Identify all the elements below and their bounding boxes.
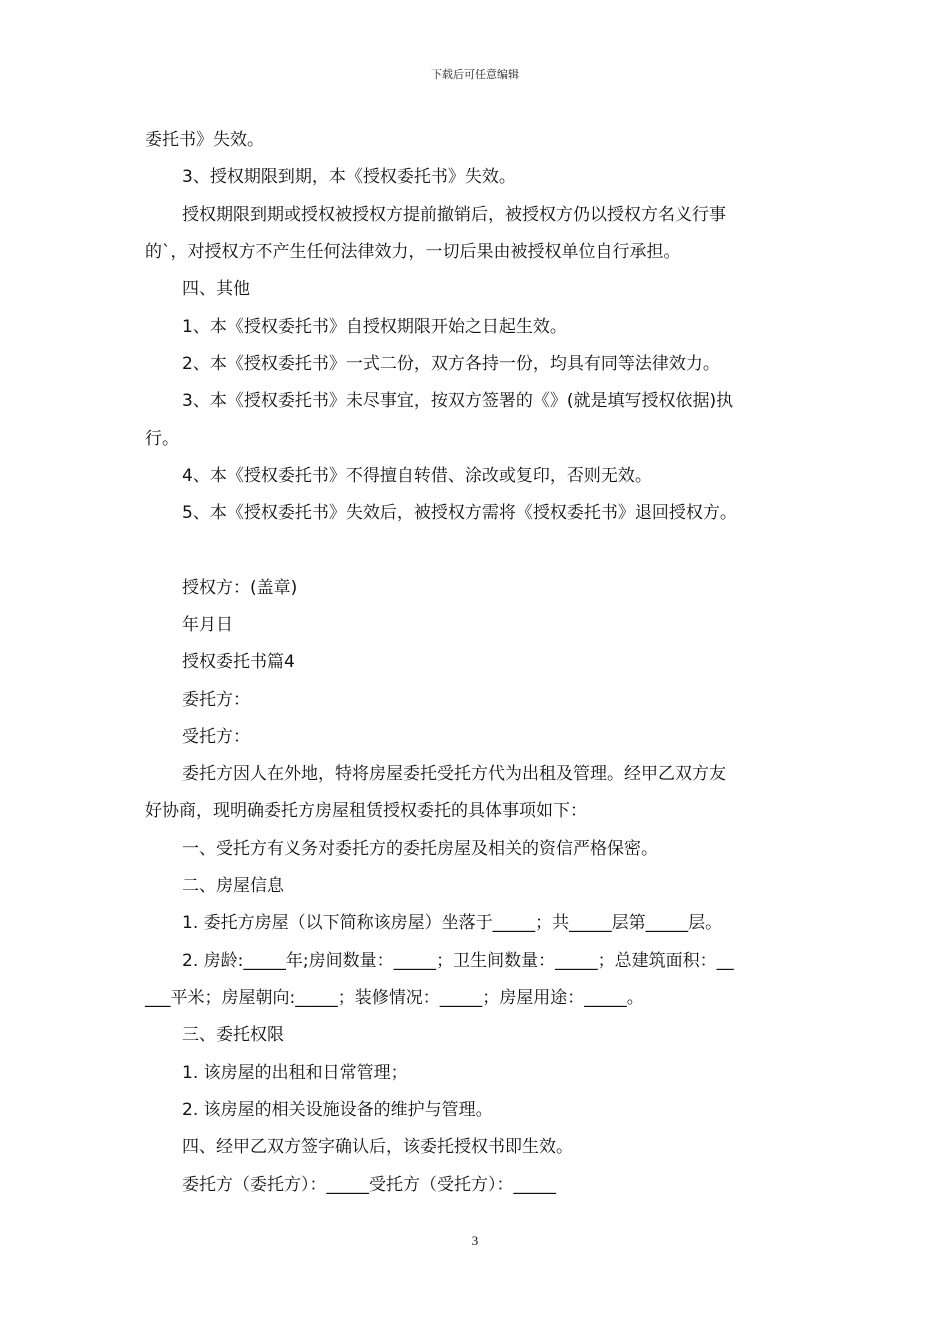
page-number: 3 <box>471 1233 479 1248</box>
text-line: 3、授权期限到期，本《授权委托书》失效。 <box>182 167 516 187</box>
text-line: 委托方： <box>182 690 250 710</box>
text-line: 委托书》失效。 <box>145 130 264 150</box>
text-line: 四、经甲乙双方签字确认后，该委托授权书即生效。 <box>182 1137 573 1157</box>
text-line: 的`，对授权方不产生任何法律效力，一切后果由被授权单位自行承担。 <box>145 242 681 262</box>
text-line: 2. 该房屋的相关设施设备的维护与管理。 <box>182 1100 493 1120</box>
text-line: 委托方因人在外地，特将房屋委托受托方代为出租及管理。经甲乙双方友 <box>182 764 726 784</box>
grantor-seal-line: 授权方：(盖章) <box>182 578 298 598</box>
text-line: 1、本《授权委托书》自授权期限开始之日起生效。 <box>182 317 567 337</box>
text-line: 一、受托方有义务对委托方的委托房屋及相关的资信严格保密。 <box>182 839 658 859</box>
text-line: 3、本《授权委托书》未尽事宜，按双方签署的《》(就是填写授权依据)执 <box>182 391 734 411</box>
text-line: ___平米；房屋朝向:_____；装修情况：_____；房屋用途：_____。 <box>145 988 644 1008</box>
date-line: 年月日 <box>182 615 233 635</box>
text-line: 三、委托权限 <box>182 1025 284 1045</box>
text-line: 二、房屋信息 <box>182 876 284 896</box>
text-line: 好协商，现明确委托方房屋租赁授权委托的具体事项如下： <box>145 801 587 821</box>
text-line: 受托方： <box>182 727 250 747</box>
text-line: 行。 <box>145 429 179 449</box>
text-line: 授权期限到期或授权被授权方提前撤销后，被授权方仍以授权方名义行事 <box>182 205 726 225</box>
text-line: 4、本《授权委托书》不得擅自转借、涂改或复印，否则无效。 <box>182 466 652 486</box>
page-header: 下载后可任意编辑 <box>431 68 519 81</box>
text-line: 2. 房龄:_____年;房间数量：_____；卫生间数量：_____；总建筑面积：__ <box>182 951 734 971</box>
text-line: 2、本《授权委托书》一式二份，双方各持一份，均具有同等法律效力。 <box>182 354 720 374</box>
text-line: 1. 该房屋的出租和日常管理； <box>182 1063 408 1083</box>
section-title: 授权委托书篇4 <box>182 652 295 672</box>
text-line: 四、其他 <box>182 279 250 299</box>
text-line: 5、本《授权委托书》失效后，被授权方需将《授权委托书》退回授权方。 <box>182 503 737 523</box>
signature-line: 委托方（委托方）：_____受托方（受托方）：_____ <box>182 1175 556 1195</box>
text-line: 1. 委托方房屋（以下简称该房屋）坐落于_____；共_____层第_____层。 <box>182 913 723 933</box>
